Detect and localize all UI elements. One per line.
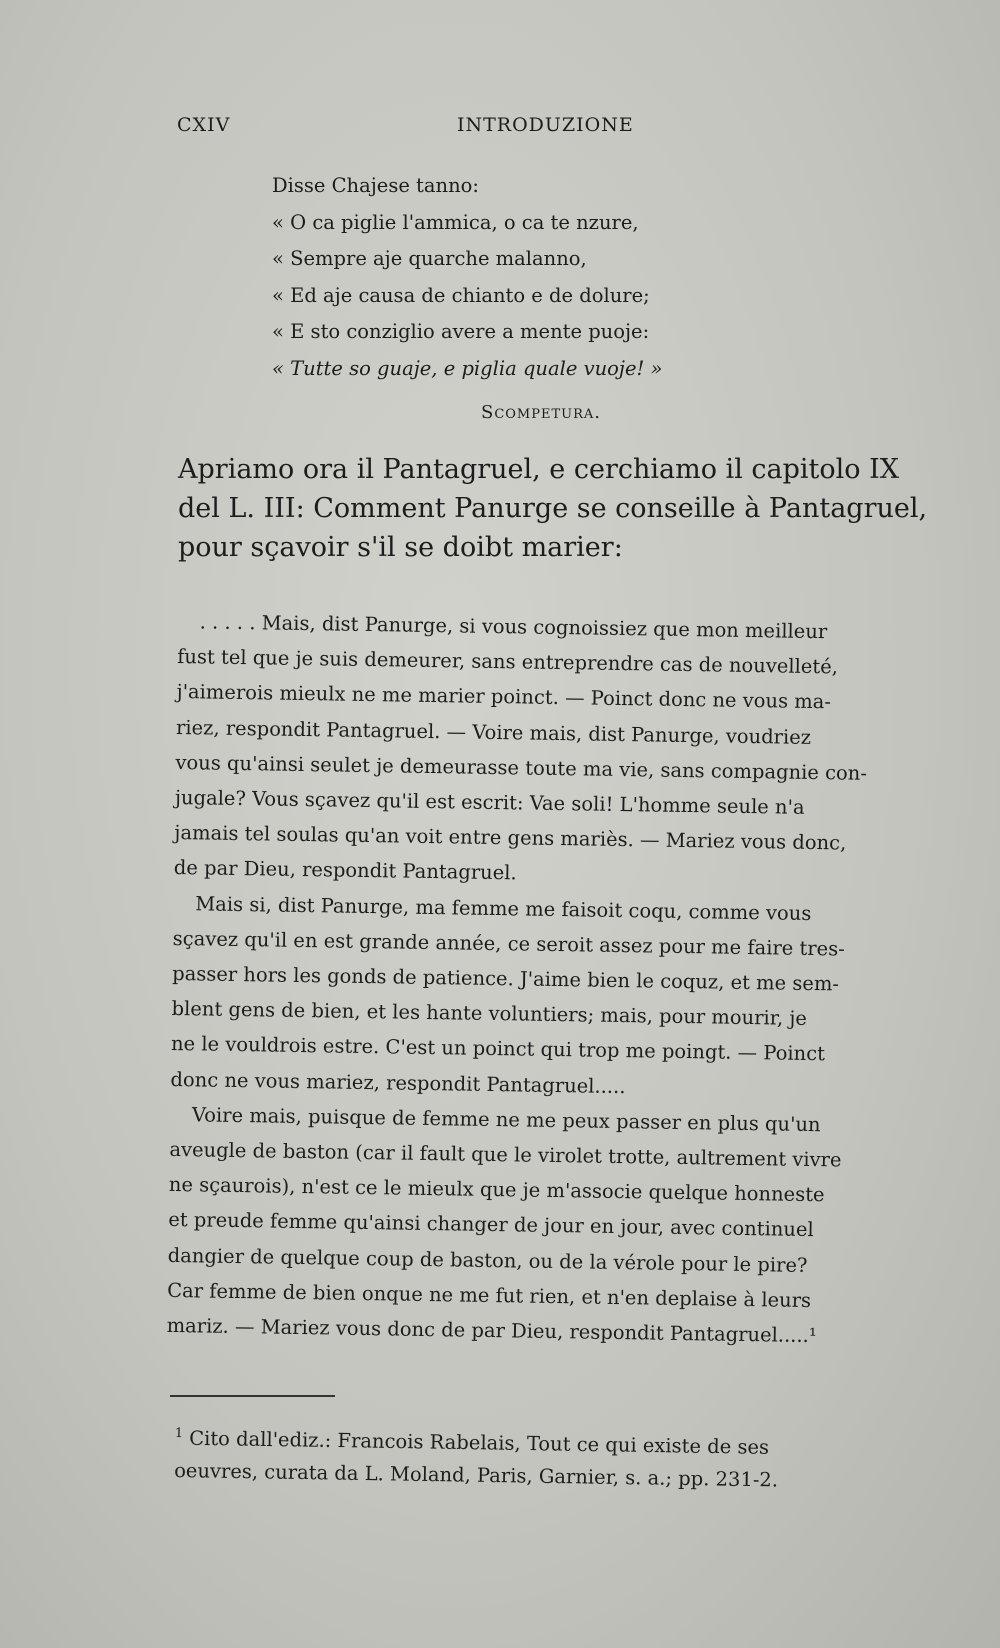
verse-line: « E sto conziglio avere a mente puoje:: [272, 320, 650, 343]
intro-line: pour sçavoir s'il se doibt marier:: [178, 532, 623, 563]
footnote: [174, 1418, 925, 1498]
verse-line: « Ed aje causa de chianto e de dolure;: [272, 283, 650, 307]
body-line: Mais si, dist Panurge, ma femme me faisoit coqu, comme vous: [195, 891, 812, 925]
intro-line: del L. III: Comment Panurge se conseille à Pantagruel,: [178, 493, 928, 524]
footnote-text: Cito dall'ediz.: Francois Rabelais, Tout ce qui existe de ses: [188, 1426, 770, 1459]
body-line: jugale? Vous sçavez qu'il est escrit: Vae soli! L'homme seule n'a: [174, 785, 805, 819]
page-header: [177, 114, 1000, 140]
running-title: INTRODUZIONE: [457, 114, 634, 136]
body-line: jamais tel soulas qu'an voit entre gens mariès. — Mariez vous donc,: [174, 821, 847, 855]
intro-paragraph: [178, 450, 928, 567]
body-line: . . . . . Mais, dist Panurge, si vous cognoissiez que mon meilleur: [199, 610, 828, 644]
page-number: CXIV: [177, 114, 231, 136]
body-line: sçavez qu'il en est grande année, ce seroit assez pour me faire tres-: [172, 926, 845, 961]
body-line: aveugle de baston (car il fault que le virolet trotte, aultrement vivre: [169, 1137, 842, 1172]
body-line: et preude femme qu'ainsi changer de jour en jour, avec continuel: [168, 1208, 814, 1242]
verse-line: Disse Chajese tanno:: [272, 174, 479, 197]
body-line: vous qu'ainsi seulet je demeurasse toute ma vie, sans compagnie con-: [175, 750, 868, 785]
body-line: dangier de quelque coup de baston, ou de la vérole pour le pire?: [167, 1243, 808, 1277]
body-line: de par Dieu, respondit Pantagruel.: [173, 856, 517, 885]
body-line: Voire mais, puisque de femme ne me peux passer en plus qu'un: [191, 1103, 821, 1136]
verse-line: « O ca piglie l'ammica, o ca te nzure,: [272, 210, 639, 234]
body-line: passer hors les gonds de patience. J'aime bien le coquz, et me sem-: [172, 961, 840, 996]
verse-signature: Scompetura.: [481, 402, 602, 423]
body-line: ne sçaurois), n'est ce le mieulx que je m'associe quelque honneste: [168, 1173, 825, 1207]
body-line: fust tel que je suis demeurer, sans entreprendre cas de nouvelleté,: [176, 645, 839, 679]
verse-block: [272, 168, 872, 387]
footnote-marker: 1: [174, 1425, 184, 1442]
verse-line: « Tutte so guaje, e piglia quale vuoje! »: [272, 356, 663, 380]
quotation-body: [166, 604, 923, 1355]
body-line: donc ne vous mariez, respondit Pantagruel.....: [170, 1067, 626, 1098]
body-line: j'aimerois mieulx ne me marier poinct. — Poinct donc ne vous ma-: [176, 680, 832, 714]
body-line: Car femme de bien onque ne me fut rien, et n'en deplaise à leurs: [167, 1278, 812, 1312]
body-line: mariz. — Mariez vous donc de par Dieu, respondit Pantagruel.....¹: [166, 1313, 817, 1348]
verse-line: « Sempre aje quarche malanno,: [272, 247, 587, 270]
footnote-rule: [170, 1395, 335, 1397]
body-line: riez, respondit Pantagruel. — Voire mais, dist Panurge, voudriez: [175, 715, 812, 749]
intro-line: Apriamo ora il Pantagruel, e cerchiamo il capitolo IX: [178, 454, 900, 485]
body-line: ne le vouldrois estre. C'est un poinct qui trop me poingt. — Poinct: [170, 1032, 826, 1066]
footnote-line: oeuvres, curata da L. Moland, Paris, Garnier, s. a.; pp. 231-2.: [174, 1458, 779, 1491]
body-line: blent gens de bien, et les hante voluntiers; mais, pour mourir, je: [171, 997, 808, 1031]
